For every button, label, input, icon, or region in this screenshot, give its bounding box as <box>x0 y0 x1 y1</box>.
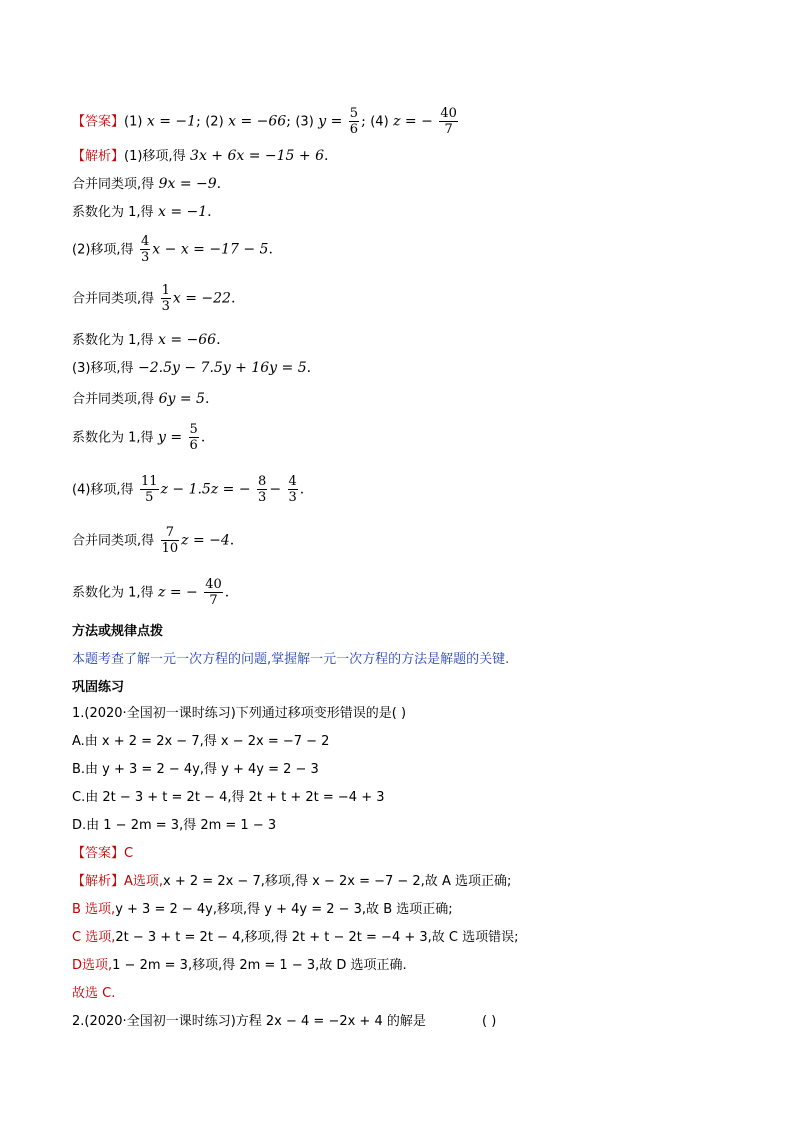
question-1-answer <box>72 845 133 863</box>
analysis-label: 【解析】 <box>72 149 125 164</box>
fraction: $\frac{4}{3}$ <box>141 234 150 265</box>
question-1-analysis-1: 【解析】A选项,x + 2 = 2x − 7,移项,得 x − 2x = −7 − 2,故 A 选项正确; <box>72 874 512 889</box>
fraction: $\frac{40}{7}$ <box>205 577 222 608</box>
question-1-analysis-2: B 选项,y + 3 = 2 − 4y,移项,得 y + 4y = 2 − 3,故 B 选项正确; <box>72 902 453 917</box>
fraction: $\frac{5}{6}$ <box>189 422 198 453</box>
analysis-line-9: 系数化为 1,得 y = $\frac{5}{6}$ . <box>72 422 206 453</box>
answer-line: 【答案】(1) x = −1; (2) x = −66; (3) y = $\frac{5}{6}$ ; (4) z = − $\frac{40}{7}$ <box>72 106 457 137</box>
answer-2: x = −66 <box>228 113 287 130</box>
analysis-line-3: 系数化为 1,得 x = −1. <box>72 204 212 220</box>
analysis-line-12: 系数化为 1,得 z = − $\frac{40}{7}$ . <box>72 577 230 608</box>
analysis-line-1: 【解析】(1)移项,得 3x + 6x = −15 + 6. <box>72 148 329 164</box>
answer-value: C <box>124 846 134 861</box>
question-1-option-b: B.由 y + 3 = 2 − 4y,得 y + 4y = 2 − 3 <box>72 762 319 777</box>
fraction: $\frac{5}{6}$ <box>349 106 359 137</box>
answer-4: z = − <box>393 113 433 130</box>
answer-3: y = <box>318 113 343 130</box>
question-1-option-d: D.由 1 − 2m = 3,得 2m = 1 − 3 <box>72 818 277 833</box>
question-1-stem: 1.(2020·全国初一课时练习)下列通过移项变形错误的是( ) <box>72 706 407 721</box>
analysis-line-5: 合并同类项,得 $\frac{1}{3}$ x = −22. <box>72 283 236 314</box>
fraction: $\frac{11}{5}$ <box>141 474 158 505</box>
method-heading: 方法或规律点拨 <box>72 624 164 639</box>
answer-label: 【答案】 <box>72 846 125 861</box>
fraction: $\frac{7}{10}$ <box>161 525 179 556</box>
analysis-label: 【解析】 <box>72 874 125 889</box>
question-1-conclusion: 故选 C. <box>72 986 116 1001</box>
method-text: 本题考查了解一元一次方程的问题,掌握解一元一次方程的方法是解题的关键. <box>72 652 510 667</box>
answer-1: x = −1 <box>146 113 197 130</box>
answer-blank: ( ) <box>482 1014 497 1029</box>
analysis-line-7: (3)移项,得 −2.5y − 7.5y + 16y = 5. <box>72 360 312 376</box>
answer-label: 【答案】 <box>72 114 125 130</box>
question-1-analysis-4: D选项,1 − 2m = 3,移项,得 2m = 1 − 3,故 D 选项正确. <box>72 958 407 973</box>
fraction: $\frac{40}{7}$ <box>440 106 457 137</box>
fraction: $\frac{4}{3}$ <box>288 474 297 505</box>
fraction: $\frac{1}{3}$ <box>161 283 170 314</box>
question-2-stem: 2.(2020·全国初一课时练习)方程 2x − 4 = −2x + 4 的解是 ( ) <box>72 1014 497 1029</box>
practice-heading: 巩固练习 <box>72 680 125 695</box>
analysis-line-6: 系数化为 1,得 x = −66. <box>72 332 221 348</box>
analysis-line-11: 合并同类项,得 $\frac{7}{10}$ z = −4. <box>72 525 235 556</box>
analysis-line-4: (2)移项,得 $\frac{4}{3}$ x − x = −17 − 5. <box>72 234 273 265</box>
fraction: $\frac{8}{3}$ <box>258 474 267 505</box>
question-1-option-a: A.由 x + 2 = 2x − 7,得 x − 2x = −7 − 2 <box>72 734 330 749</box>
analysis-line-8: 合并同类项,得 6y = 5. <box>72 391 210 407</box>
analysis-line-2: 合并同类项,得 9x = −9. <box>72 176 222 192</box>
question-1-option-c: C.由 2t − 3 + t = 2t − 4,得 2t + t + 2t = −4 + 3 <box>72 790 385 805</box>
question-1-analysis-3: C 选项,2t − 3 + t = 2t − 4,移项,得 2t + t − 2t = −4 + 3,故 C 选项错误; <box>72 930 519 945</box>
analysis-line-10: (4)移项,得 $\frac{11}{5}$ z − 1.5z = − $\frac{8}{3}$ − $\frac{4}{3}$ . <box>72 474 305 505</box>
